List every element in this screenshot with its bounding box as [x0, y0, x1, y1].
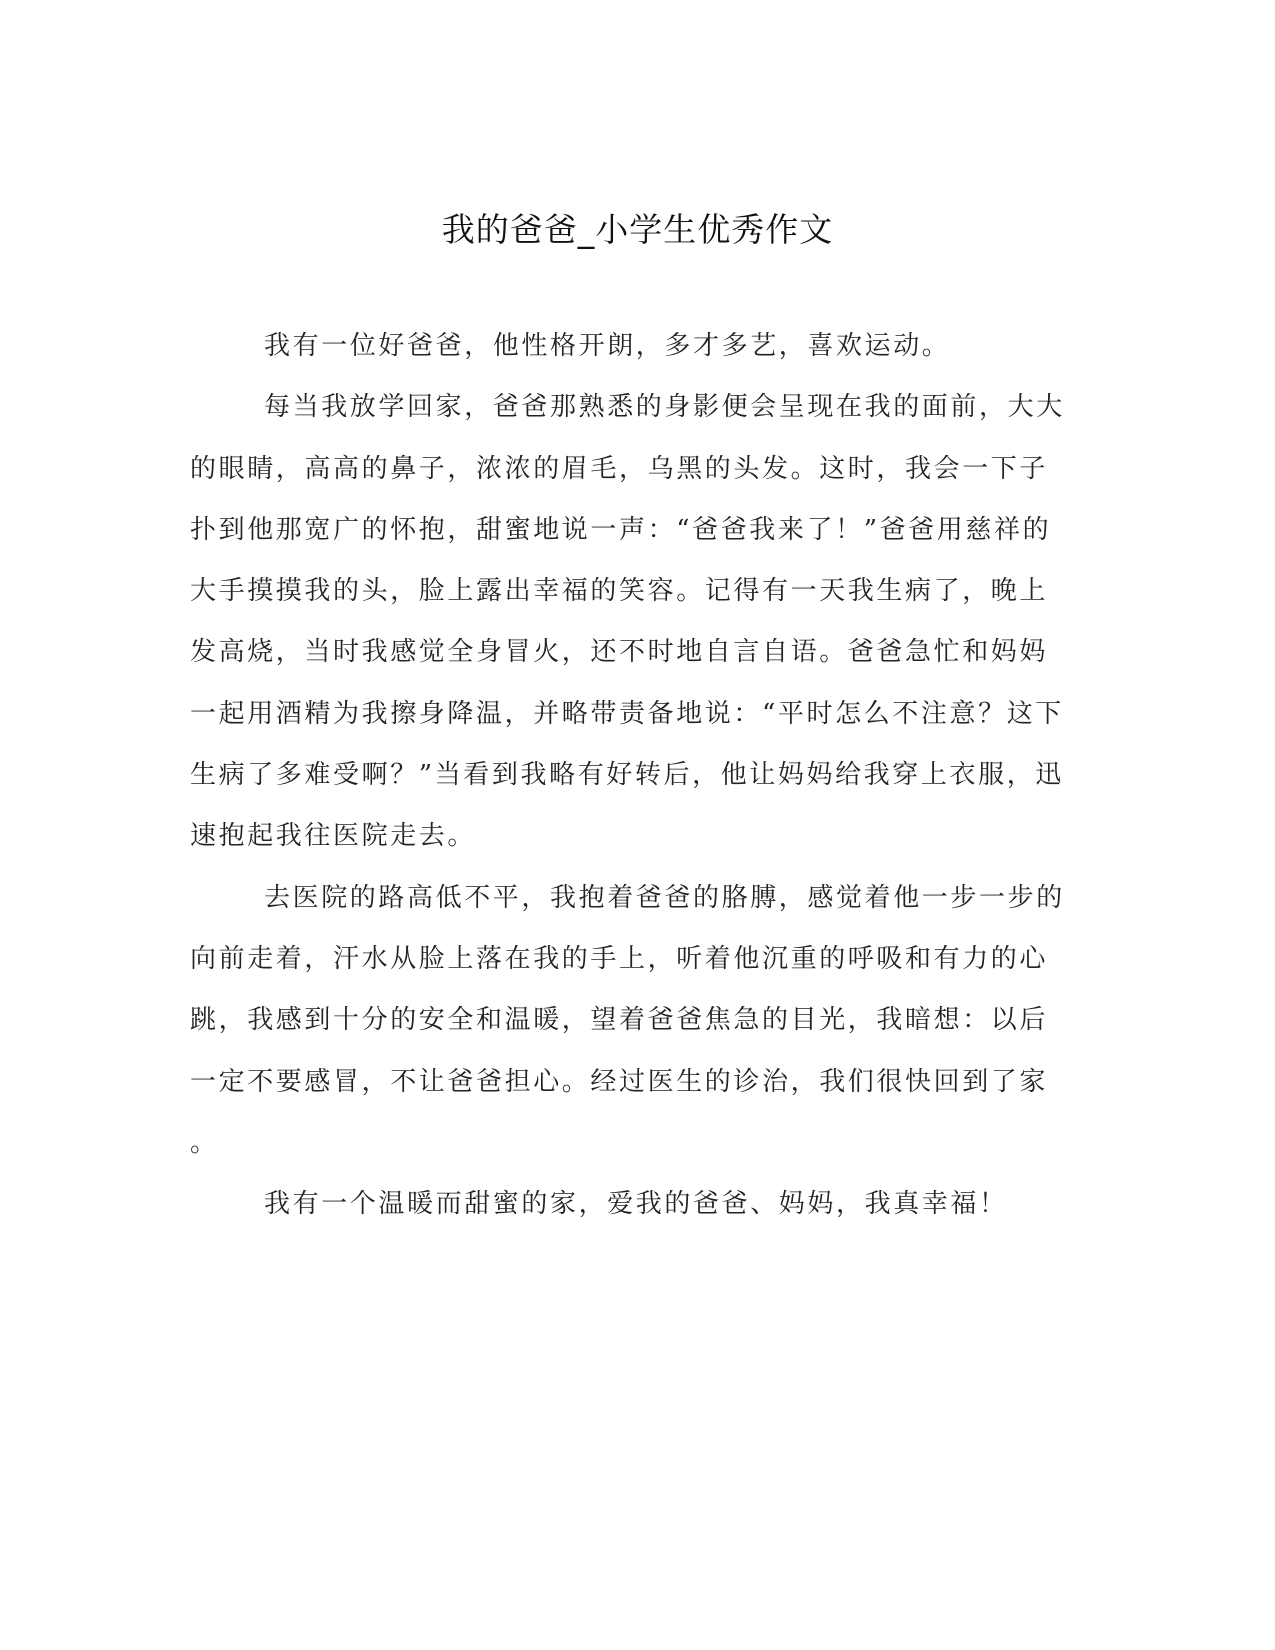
paragraph-line: 去医院的路高低不平，我抱着爸爸的胳膊，感觉着他一步一步的 [264, 882, 1065, 913]
paragraph-line: 一定不要感冒，不让爸爸担心。经过医生的诊治，我们很快回到了家 [190, 1066, 1049, 1097]
paragraph-line: 一起用酒精为我擦身降温，并略带责备地说：“平时怎么不注意？这下 [190, 698, 1064, 729]
paragraph-line: 。 [190, 1127, 219, 1158]
paragraph-line: 生病了多难受啊？”当看到我略有好转后，他让妈妈给我穿上衣服，迅 [190, 760, 1064, 791]
paragraph-line: 向前走着，汗水从脸上落在我的手上，听着他沉重的呼吸和有力的心 [190, 943, 1049, 974]
paragraph-line: 我有一位好爸爸，他性格开朗，多才多艺，喜欢运动。 [264, 331, 951, 361]
paragraph-line: 跳，我感到十分的安全和温暖，望着爸爸焦急的目光，我暗想：以后 [190, 1005, 1049, 1036]
paragraph-line: 速抱起我往医院走去。 [190, 821, 477, 852]
paragraph-line: 扑到他那宽广的怀抱，甜蜜地说一声：“爸爸我来了！”爸爸用慈祥的 [190, 514, 1052, 545]
paragraph-line: 大手摸摸我的头，脸上露出幸福的笑容。记得有一天我生病了，晚上 [190, 576, 1049, 607]
essay-body [190, 328, 1082, 1247]
paragraph-line: 每当我放学回家，爸爸那熟悉的身影便会呈现在我的面前，大大 [264, 392, 1065, 423]
paragraph-line: 的眼睛，高高的鼻子，浓浓的眉毛，乌黑的头发。这时，我会一下子 [190, 453, 1049, 484]
paragraph-line: 发高烧，当时我感觉全身冒火，还不时地自言自语。爸爸急忙和妈妈 [190, 637, 1049, 668]
page-title: 我的爸爸_小学生优秀作文 [441, 210, 834, 249]
paragraph-line: 我有一个温暖而甜蜜的家，爱我的爸爸、妈妈，我真幸福！ [264, 1189, 1008, 1220]
